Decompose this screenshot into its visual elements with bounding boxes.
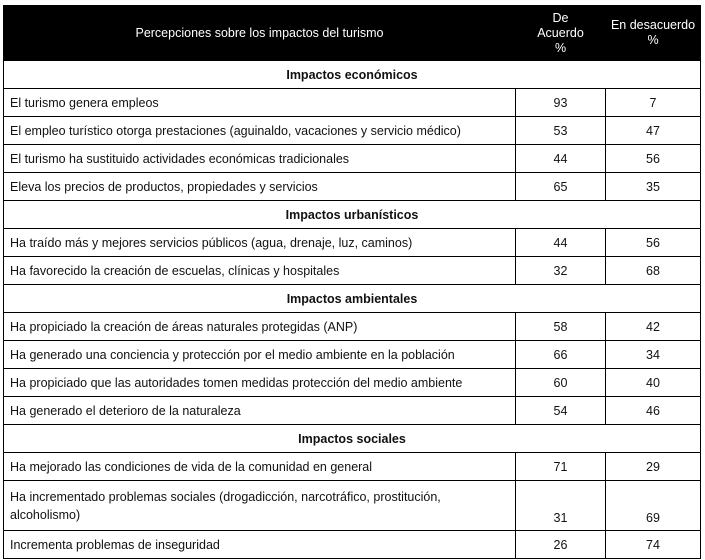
table-row (4, 453, 701, 481)
section-row (4, 201, 701, 229)
agree-value: 44 (516, 229, 606, 257)
table-row (4, 531, 701, 559)
agree-value: 44 (516, 145, 606, 173)
disagree-value: 56 (606, 229, 701, 257)
agree-value: 26 (516, 531, 606, 559)
row-label: El turismo ha sustituido actividades económicas tradicionales (4, 145, 516, 173)
disagree-value: 40 (606, 369, 701, 397)
table-row (4, 257, 701, 285)
row-label: Ha favorecido la creación de escuelas, clínicas y hospitales (4, 257, 516, 285)
disagree-value: 69 (606, 481, 701, 531)
perceptions-table (3, 5, 701, 559)
row-label: Ha traído más y mejores servicios públicos (agua, drenaje, luz, caminos) (4, 229, 516, 257)
disagree-value: 34 (606, 341, 701, 369)
row-label: El empleo turístico otorga prestaciones (aguinaldo, vacaciones y servicio médico) (4, 117, 516, 145)
section-row (4, 425, 701, 453)
table-row (4, 397, 701, 425)
section-title: Impactos económicos (4, 61, 701, 89)
row-label: Ha generado una conciencia y protección por el medio ambiente en la población (4, 341, 516, 369)
disagree-value: 46 (606, 397, 701, 425)
disagree-value: 29 (606, 453, 701, 481)
row-label: Ha mejorado las condiciones de vida de la comunidad en general (4, 453, 516, 481)
header-disagree: En desacuerdo % (606, 6, 701, 61)
table-row (4, 369, 701, 397)
row-label: Ha propiciado que las autoridades tomen medidas protección del medio ambiente (4, 369, 516, 397)
agree-value: 53 (516, 117, 606, 145)
agree-value: 93 (516, 89, 606, 117)
agree-value: 71 (516, 453, 606, 481)
disagree-value: 7 (606, 89, 701, 117)
agree-value: 66 (516, 341, 606, 369)
agree-value: 32 (516, 257, 606, 285)
table-row (4, 341, 701, 369)
table-row (4, 145, 701, 173)
disagree-value: 42 (606, 313, 701, 341)
disagree-value: 68 (606, 257, 701, 285)
section-row (4, 285, 701, 313)
agree-value: 60 (516, 369, 606, 397)
disagree-value: 35 (606, 173, 701, 201)
row-label: El turismo genera empleos (4, 89, 516, 117)
agree-value: 58 (516, 313, 606, 341)
section-title: Impactos urbanísticos (4, 201, 701, 229)
table-row (4, 173, 701, 201)
agree-value: 31 (516, 481, 606, 531)
section-title: Impactos ambientales (4, 285, 701, 313)
row-label: Ha incrementado problemas sociales (drogadicción, narcotráfico, prostitución, alcoholismo) (4, 481, 516, 531)
section-title: Impactos sociales (4, 425, 701, 453)
table-row (4, 117, 701, 145)
table-row (4, 313, 701, 341)
agree-value: 54 (516, 397, 606, 425)
agree-value: 65 (516, 173, 606, 201)
section-row (4, 61, 701, 89)
table-row (4, 229, 701, 257)
disagree-value: 56 (606, 145, 701, 173)
row-label: Ha propiciado la creación de áreas naturales protegidas (ANP) (4, 313, 516, 341)
header-perceptions: Percepciones sobre los impactos del turismo (4, 6, 516, 61)
row-label: Eleva los precios de productos, propiedades y servicios (4, 173, 516, 201)
header-row (4, 6, 701, 61)
disagree-value: 74 (606, 531, 701, 559)
table-row (4, 481, 701, 531)
table-row (4, 89, 701, 117)
row-label: Ha generado el deterioro de la naturaleza (4, 397, 516, 425)
header-agree: De Acuerdo % (516, 6, 606, 61)
row-label: Incrementa problemas de inseguridad (4, 531, 516, 559)
disagree-value: 47 (606, 117, 701, 145)
